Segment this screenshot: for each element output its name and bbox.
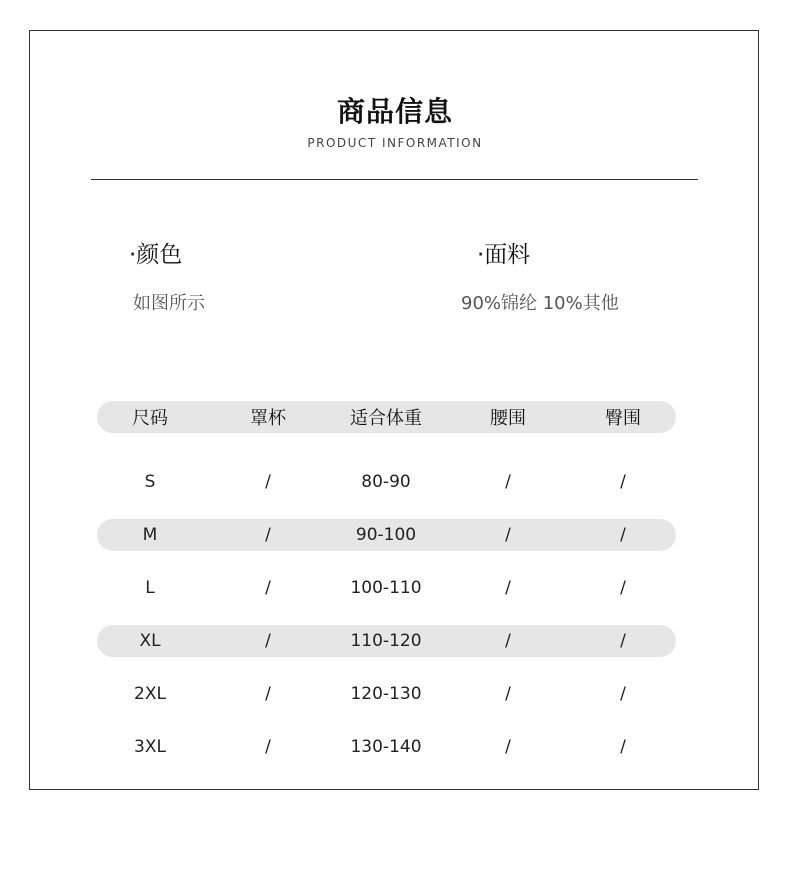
cell-hip: /: [620, 472, 626, 492]
cell-hip: /: [620, 684, 626, 704]
table-row: [97, 678, 676, 710]
cell-waist: /: [505, 578, 511, 598]
cell-weight: 110-120: [350, 631, 422, 651]
cell-cup: /: [265, 631, 271, 651]
page-title: 商品信息: [336, 95, 453, 128]
header-weight: 适合体重: [350, 408, 422, 429]
table-row: [97, 572, 676, 604]
cell-weight: 80-90: [361, 472, 411, 492]
page-subtitle: PRODUCT INFORMATION: [307, 136, 483, 150]
table-row: [97, 519, 676, 551]
fabric-value: 90%锦纶 10%其他: [461, 293, 619, 314]
cell-size: S: [144, 472, 156, 492]
cell-waist: /: [505, 631, 511, 651]
cell-hip: /: [620, 631, 626, 651]
header-waist: 腰围: [490, 408, 526, 429]
cell-size: M: [142, 525, 158, 545]
cell-cup: /: [265, 684, 271, 704]
cell-cup: /: [265, 737, 271, 757]
cell-size: XL: [139, 631, 161, 651]
fabric-label: ·面料: [477, 242, 531, 268]
cell-weight: 100-110: [350, 578, 422, 598]
cell-hip: /: [620, 578, 626, 598]
header-cup: 罩杯: [250, 408, 286, 429]
cell-weight: 130-140: [350, 737, 422, 757]
table-row: [97, 625, 676, 657]
cell-weight: 90-100: [355, 525, 417, 545]
cell-hip: /: [620, 525, 626, 545]
color-label: ·颜色: [129, 242, 183, 268]
cell-cup: /: [265, 578, 271, 598]
color-value: 如图所示: [133, 293, 205, 314]
header-size: 尺码: [132, 408, 168, 429]
cell-cup: /: [265, 525, 271, 545]
divider: [91, 179, 698, 180]
cell-size: 3XL: [134, 737, 166, 757]
cell-hip: /: [620, 737, 626, 757]
cell-size: L: [145, 578, 155, 598]
table-row: [97, 731, 676, 763]
cell-waist: /: [505, 525, 511, 545]
cell-waist: /: [505, 472, 511, 492]
cell-weight: 120-130: [350, 684, 422, 704]
cell-waist: /: [505, 684, 511, 704]
cell-waist: /: [505, 737, 511, 757]
table-header-row: [97, 401, 676, 433]
header-hip: 臀围: [605, 408, 641, 429]
cell-size: 2XL: [134, 684, 166, 704]
table-row: [97, 466, 676, 498]
cell-cup: /: [265, 472, 271, 492]
